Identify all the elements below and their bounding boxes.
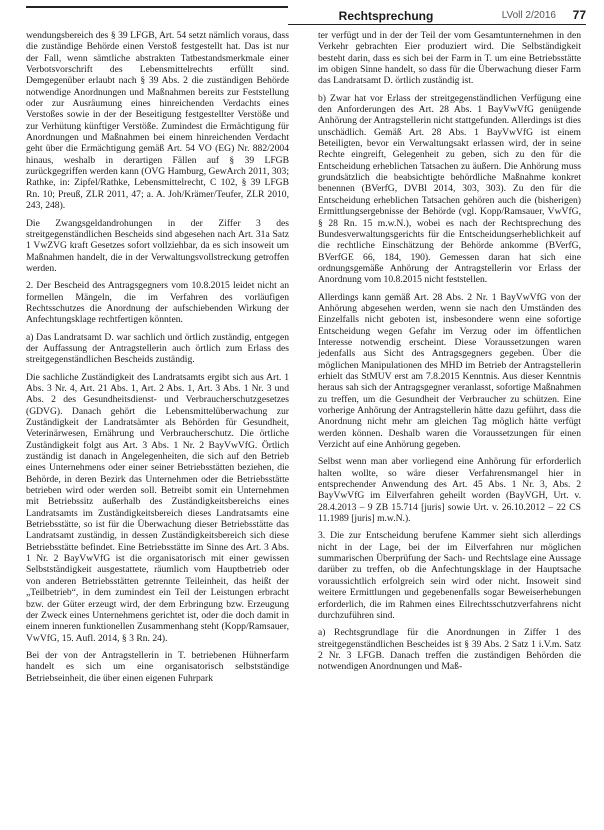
paragraph: 2. Der Bescheid des Antragsgegners vom 10.8.2015 leidet nicht an formellen Mängeln, die im Verfahren des vorläufigen Rechtsschutzes die Anordnung der aufschiebenden Wirkung der Anfechtungsklage rechtfertigen könnten. (26, 280, 289, 326)
paragraph: Bei der von der Antragstellerin in T. betriebenen Hühnerfarm handelt es sich um eine organisatorisch selbstständige Betriebseinheit, die über einen eigenen Fuhrpark (26, 649, 289, 684)
paragraph: Selbst wenn man aber vorliegend eine Anhörung für erforderlich halten wollte, so wäre dieser Verfahrensmangel hier in entsprechender Anwendung des Art. 45 Abs. 1 Nr. 3, Abs. 2 BayVwVfG im Eilverfahren geheilt worden (BayVGH, Urt. v. 28.4.2013 – 9 ZB 15.714 [juris] sowie Urt. v. 26.10.2012 – 22 CS 11.1989 [juris] m.w.N.). (318, 456, 581, 525)
paragraph: a) Das Landratsamt D. war sachlich und örtlich zuständig, entgegen der Auffassung der Antragstellerin auch örtlich zum Erlass des streitgegenständlichen Bescheids zuständig. (26, 331, 289, 366)
header-rule-left (26, 6, 288, 22)
paragraph: wendungsbereich des § 39 LFGB, Art. 54 setzt nämlich voraus, dass die zuständige Behörde einen Verstoß festgestellt hat. Das ist nur der Fall, wenn sämtliche abstrakten Tatbestandsmerkmale einer Verbotsvorschrift des Lebensmittelrechts erfüllt sind. Demgegenüber erlaubt nach § 39 Abs. 2 die zuständigen Behörde notwendige Anordnungen und Maßnahmen bereits zur Feststellung oder zur Ausräumung eines hinreichenden Verdachts eines Verstoßes sowie in der der Beseitigung festgestellter Verstöße und zur Verhütung künftiger Verstöße. Zumindest die Ermächtigung für Anordnungen und Maßnahmen bei einem hinreichenden Verdacht geht über die Ermächtigung gemäß Art. 54 VO (EG) Nr. 882/2004 hinaus, weshalb in derartigen Fällen auf § 39 LFGB zurückgegriffen werden kann (OVG Hamburg, GewArch 2011, 303; Rathke, in: Zipfel/Rathke, Lebensmittelrecht, C 102, § 39 LFGB Rn. 10; Preuß, ZLR 2011, 47; a. A. Joh/Krämer/Teufer, ZLR 2010, 243, 248). (26, 30, 289, 212)
page-number: 77 (572, 8, 586, 22)
paragraph: b) Zwar hat vor Erlass der streitgegenständlichen Verfügung eine den Anforderungen des Art. 28 Abs. 1 BayVwVfG genügende Anhörung der Antragstellerin nicht stattgefunden. Allerdings ist dies unschädlich. Gemäß Art. 28 Abs. 1 BayVwVfG ist einem Beteiligten, bevor ein Verwaltungsakt erlassen wird, der in seine Rechte eingreift, Gelegenheit zu geben, sich zu den für die Entscheidung erheblichen Tatsachen zu äußern. Die Anhörung muss grundsätzlich die beabsichtigte behördliche Maßnahme konkret benennen (BVerfG, DVBl 2014, 303, 303). Zu den für die Entscheidung erheblichen Tatsachen gehören auch die (bisherigen) Ermittlungsergebnisse der Behörde (vgl. Kopp/Ramsauer, VwVfG, § 28 Rn. 15 m.w.N.), wobei es nach der Rechtsprechung des Bundesverwaltungsgerichts für die Entscheidungserheblichkeit auf die rechtliche Einschätzung der Behörde ankomme (BVerfG, BVerfGE 66, 184, 190). Gemessen daran hat sich eine ordnungsgemäße Anhörung der Antragstellerin vor Erlass der Anordnung vom 10.8.2015 nicht feststellen. (318, 92, 581, 286)
paragraph: Die sachliche Zuständigkeit des Landratsamts ergibt sich aus Art. 1 Abs. 3 Nr. 4, Art. 21 Abs. 1, Art. 2 Abs. 1, Art. 3 Abs. 1 Nr. 3 und Abs. 2 des Gesundheitsdienst- und Verbraucherschutzgesetzes (GDVG). Danach gehört die Lebensmittelüberwachung zur Zuständigkeit der Landratsämter als Behörden für Gesundheit, Veterinärwesen, Ernährung und Verbraucherschutz. Die örtliche Zuständigkeit folgt aus Art. 3 Abs. 1 Nr. 2 BayVwVfG. Örtlich zuständig ist danach in Angelegenheiten, die sich auf den Betrieb eines Unternehmens oder einer seiner Betriebsstätten beziehen, die Behörde, in deren Bezirk das Unternehmen oder die Betriebsstätte betrieben wird oder werden soll. Betreibt somit ein Unternehmen mit Betriebssitz außerhalb des Zuständigkeitsbereichs eines Landratsamts im Zuständigkeitsbereich dieses Landratsamts eine Betriebsstätte, so ist für die Überwachung dieser Betriebsstätte das Landratsamt zuständig, in dessen Zuständigkeitsbereich sich diese Betriebsstätte befindet. Eine Betriebsstätte im Sinne des Art. 3 Abs. 1 Nr. 2 BayVwVfG ist die organisatorisch mit einer gewissen Selbstständigkeit ausgestattete, räumlich vom Hauptbetrieb oder von anderen Betriebsstätten getrennte Teileinheit, das heißt der „Teilbetrieb“, in dem zumindest ein Teil der Leistungen erbracht bzw. der Güter erzeugt wird, der dem Erbringung bzw. Erzeugung der Zweck eines Unternehmens gerichtet ist, oder die doch damit in einem inneren funktionellen Zusammenhang steht (Kopp/Ramsauer, VwVfG, 15. Aufl. 2014, § 3 Rn. 24). (26, 371, 289, 644)
journal-issue: LVoll 2/2016 (501, 10, 556, 21)
section-title: Rechtsprechung (338, 9, 434, 23)
left-column (26, 30, 289, 690)
header-rule (288, 24, 586, 25)
paragraph: Die Zwangsgeldandrohungen in der Ziffer 3 des streitgegenständlichen Bescheids sind abgesehen nach Art. 31a Satz 1 VwZVG kraft Gesetzes sofort vollziehbar, da es sich insoweit um Maßnahmen handelt, die in der Verwaltungsvollstreckung getroffen werden. (26, 217, 289, 274)
paragraph: Allerdings kann gemäß Art. 28 Abs. 2 Nr. 1 BayVwVfG von der Anhörung abgesehen werden, wenn sie nach den Umständen des Einzelfalls nicht geboten ist, insbesondere wenn eine sofortige Entscheidung wegen Gefahr im Verzug oder im öffentlichen Interesse notwendig erscheint. Diese Voraussetzungen waren jedenfalls aus Sicht des Antragsgegners gegeben. Über die möglichen Manipulationen des MHD im Betrieb der Antragstellerin erhielt das StMUV erst am 7.8.2015 Kenntnis. Aus dieser Kenntnis heraus sah sich der Antragsgegner veranlasst, sofortige Maßnahmen zu treffen, um die Gesundheit der Verbraucher zu schützen. Eine vorherige Anhörung der Antragstellerin hätte dazu geführt, dass die Anordnung nicht mehr am gleichen Tag möglich hätte verfügt werden können. Deshalb waren die Voraussetzungen für einen Verzicht auf eine Anhörung gegeben. (318, 291, 581, 451)
paragraph: ter verfügt und in der der Teil der vom Gesamtunternehmen in den Verkehr gebrachten Eier produziert wird. Die Selbständigkeit besteht darin, dass es sich bei der Farm in T. um eine Betriebsstätte im obigen Sinne handelt, so dass für die Überwachung dieser Farm das Landratsamt D. örtlich zuständig ist. (318, 30, 581, 87)
paragraph: 3. Die zur Entscheidung berufene Kammer sieht sich allerdings nicht in der Lage, bei der im Eilverfahren nur möglichen summarischen Überprüfung der Sach- und Rechtslage eine Aussage darüber zu treffen, ob die Anfechtungsklage in der Hauptsache voraussichtlich erfolgreich sein wird oder nicht. Insoweit sind weitere Ermittlungen und gegebenenfalls sogar Beweiserhebungen erforderlich, die im Rahmen eines Eilrechtsschutzverfahrens nicht durchzuführen sind. (318, 530, 581, 621)
paragraph: a) Rechtsgrundlage für die Anordnungen in Ziffer 1 des streitgegenständlichen Bescheides ist § 39 Abs. 2 Satz 1 i.V.m. Satz 2 Nr. 3 LFGB. Danach treffen die zuständigen Behörden die notwendigen Anordnungen und Maß- (318, 627, 581, 673)
page-header (26, 6, 586, 28)
right-column (318, 30, 581, 679)
